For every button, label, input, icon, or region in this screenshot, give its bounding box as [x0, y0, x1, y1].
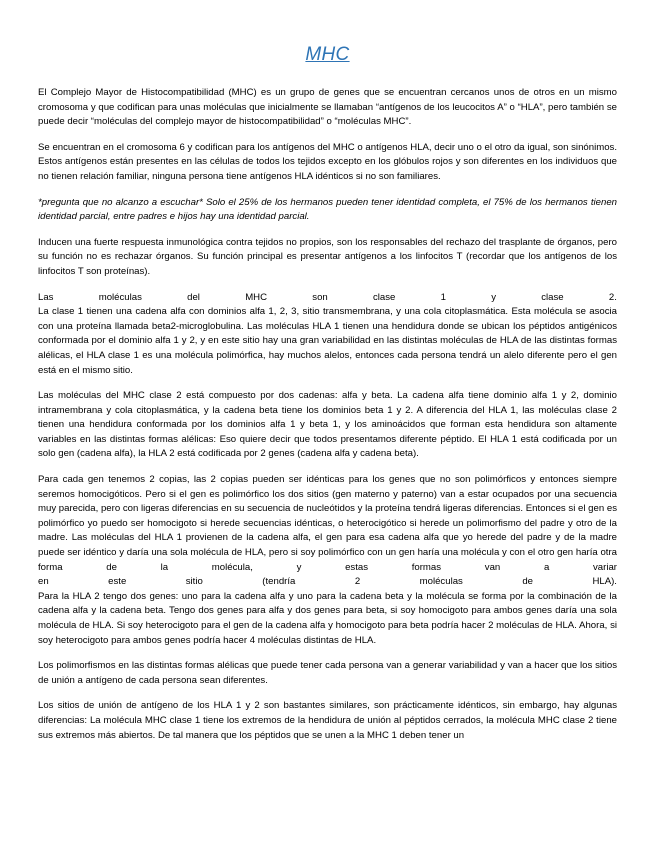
word: Las [38, 291, 54, 303]
word: 2. [608, 291, 617, 303]
word: sitio [185, 576, 203, 588]
word: moléculas [98, 291, 142, 303]
word: clase [372, 291, 396, 303]
paragraph-copies [38, 473, 617, 648]
paragraph-class-1: La clase 1 tienen una cadena alfa con dominios alfa 1, 2, 3, sitio transmembrana, y una cola citoplasmática. Esta molécula se asocia con una proteína llamada beta2-microglobulina. Las moléculas HLA 1 tienen una hendidura donde se ubican los péptidos antigénicos conformada por el dominio alfa 1 y 2, y en este sitio hay una gran variabilidad en las distintas moléculas de HLA de las distintas formas alélicas, el HLA clase 1 es una molécula polimórfica, hay muchos alelos, entonces cada persona tendrá un alelo diferente pero el gen está en el mismo sitio. [38, 306, 617, 376]
word: clase [541, 291, 564, 303]
paragraph-function: Inducen una fuerte respuesta inmunológica contra tejidos no propios, son los responsables del rechazo del trasplante de órganos, pero su función no es rechazar órganos. Su función principal es presentar antígenos a los linfocitos T (recordar que los antígenos de los linfocitos T son proteínas). [38, 236, 617, 277]
word: son [312, 291, 328, 303]
word: en [38, 576, 49, 588]
word: este [108, 576, 127, 588]
word: moléculas [419, 576, 463, 588]
word: HLA). [592, 576, 617, 588]
paragraph-hla2: Para la HLA 2 tengo dos genes: uno para la cadena alfa y uno para la cadena beta y la molécula se forma por la combinación de la cadena alfa y la cadena beta. Tengo dos genes para alfa y dos genes para beta, si soy homocigoto para ambos genes daría una sola molécula de HLA. Si soy heterocigoto para el gen de la cadena alfa y homocigoto para beta podría hacer 2 moléculas de HLA. Ahora, si soy heterocigoto para ambos genes podría hacer 4 moléculas distintas de HLA. [38, 590, 617, 646]
paragraph-copies-text: Para cada gen tenemos 2 copias, las 2 copias pueden ser idénticas para los genes que no son polimórficos y entonces siempre seremos homocigóticos. Pero si el gen es polimórfico los dos sitios (gen materno y paterno) van a estar ocupados por una secuencia muy parecida, pero con ligeras diferencias en su secuencia de nucleótidos y la proteína tendrá ligeras diferencias. Entonces si el gen es polimórfico yo puedo ser homocigoto si herede secuencias idénticas, o heterocigótico si herede un polimorfismo del padre y otro de la madre. Las moléculas del HLA 1 provienen de la cadena alfa, el gen para esa cadena alfa que yo herede del padre y de la madre puede ser idéntico y daría una sola molécula de HLA, pero si soy polimórfico con un gen haría una molécula y con el otro gen haría otra forma de la molécula, y estas formas van a variar [38, 474, 617, 573]
word: 1 [440, 291, 446, 303]
paragraph-classes [38, 291, 617, 379]
paragraph-intro: El Complejo Mayor de Histocompatibilidad (MHC) es un grupo de genes que se encuentran cercanos unos de otros en un mismo cromosoma y que codifican para unas moléculas que inicialmente se llamaban “antígenos de los leucocitos A” o “HLA”, pero también se puede decir “moléculas del complejo mayor de histocompatibilidad” o “moléculas MHC”. [38, 87, 617, 128]
word: (tendría [262, 576, 296, 588]
document-title: MHC [305, 44, 350, 65]
paragraph-note: *pregunta que no alcanzo a escuchar* Solo el 25% de los hermanos pueden tener identidad completa, el 75% de los hermanos tienen identidad parcial, entre padres e hijos hay una identidad parcial. [38, 196, 617, 223]
word: del [187, 291, 200, 303]
paragraph-class-2: Las moléculas del MHC clase 2 está compuesto por dos cadenas: alfa y beta. La cadena alfa tiene dominio alfa 1 y 2, dominio intramembrana y cola citoplasmática, y la cadena beta tiene los dominios beta 1 y 2. A diferencia del HLA 1, las moléculas clase 2 tienen una hendidura conformada por los dominios alfa 1 y beta 1, y los aminoácidos que forman esta hendidura son altamente variables en las distintas formas alélicas: Eso quiere decir que todos presentamos diferente péptido. El HLA 1 está codificada por un solo gen (cadena alfa), la HLA 2 está codificada por 2 genes (cadena alfa y cadena beta). [38, 390, 617, 460]
paragraph-polymorphism: Los polimorfismos en las distintas formas alélicas que puede tener cada persona van a generar variabilidad y van a hacer que los sitios de unión a antígeno de cada persona sean diferentes. [38, 660, 617, 686]
paragraph-chromosome: Se encuentran en el cromosoma 6 y codifican para los antígenos del MHC o antígenos HLA, decir uno o el otro da igual, son sinónimos. Estos antígenos están presentes en las células de todos los tejidos excepto en los glóbulos rojos y son diferentes en los individuos que no tienen relación familiar, ninguna persona tiene antígenos HLA idénticos si no son familiares. [38, 141, 617, 182]
word: de [522, 576, 533, 588]
classes-heading-line [38, 291, 617, 306]
paragraph-binding-sites: Los sitios de unión de antígeno de los HLA 1 y 2 son bastantes similares, son prácticamente idénticos, sin embargo, hay algunas diferencias: La molécula MHC clase 1 tiene los extremos de la hendidura de unión al péptidos cerrados, la molécula MHC clase 2 tiene sus extremos más abiertos. De tal manera que los péptidos que se unen a la MHC 1 deben tener un [38, 700, 617, 741]
word: 2 [354, 576, 361, 588]
word: MHC [245, 291, 268, 303]
word: y [491, 291, 496, 303]
copies-spread-line [38, 575, 617, 590]
